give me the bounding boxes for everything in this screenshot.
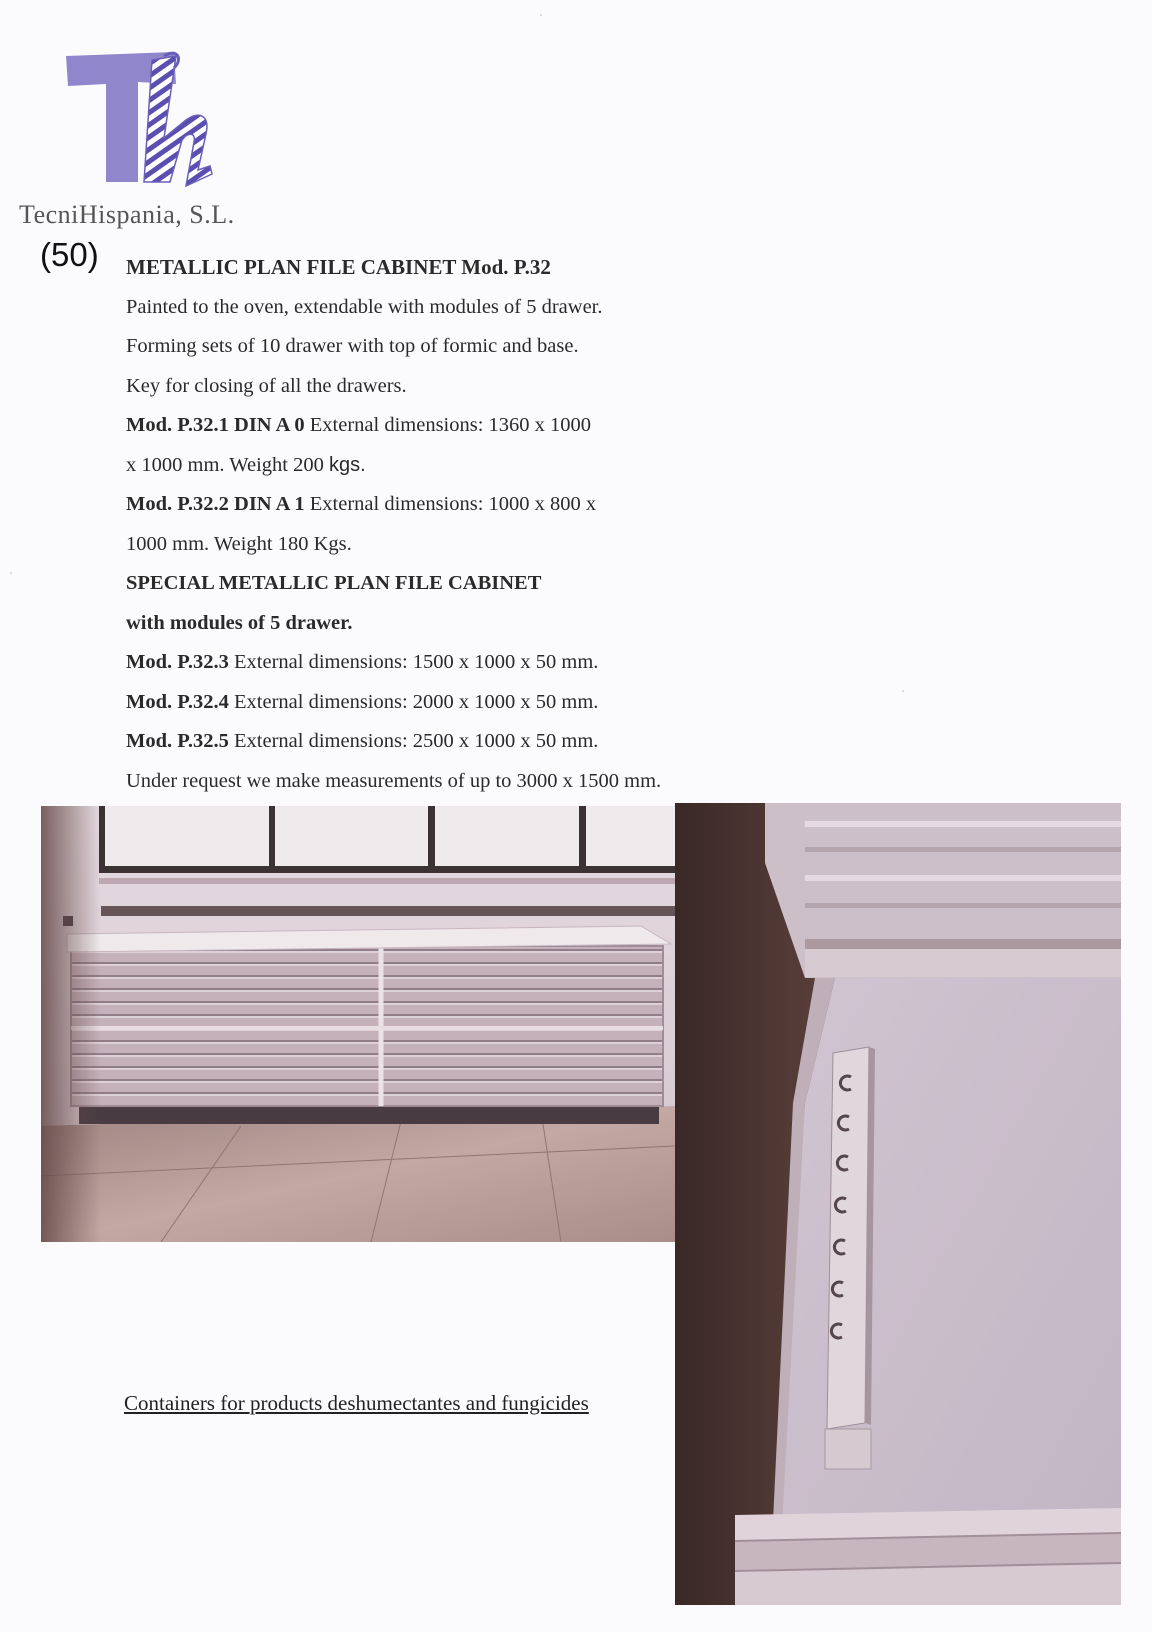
product-feature: Painted to the oven, extendable with modules of 5 drawer. (126, 295, 603, 318)
product-title: METALLIC PLAN FILE CABINET Mod. P.32 (126, 255, 551, 279)
model-spec (126, 406, 826, 446)
product-feature: Forming sets of 10 drawer with top of formic and base. (126, 335, 579, 357)
special-title: SPECIAL METALLIC PLAN FILE CABINET (126, 572, 542, 594)
page-number: (50) (40, 236, 99, 273)
model-code: Mod. P.32.4 (126, 690, 229, 713)
cabinet-photo (41, 806, 675, 1242)
scan-speck (540, 14, 542, 16)
special-subtitle: with modules of 5 drawer. (126, 611, 353, 634)
model-desc: External dimensions: 2500 x 1000 x 50 mm. (228, 730, 599, 752)
special-note: Under request we make measurements of up to 3000 x 1500 mm. (126, 769, 662, 792)
model-code: Mod. P.32.3 (126, 651, 229, 673)
model-spec (126, 643, 826, 683)
company-name: TecniHispania, S.L. (19, 200, 235, 229)
company-logo (60, 50, 220, 200)
model-spec-cont (126, 446, 826, 486)
product-description (126, 248, 826, 801)
model-spec (126, 722, 826, 762)
model-desc: x 1000 mm. Weight 200 (126, 453, 329, 476)
model-spec-cont: 1000 mm. Weight 180 Kgs. (126, 532, 352, 555)
model-code: Mod. P.32.5 (126, 730, 229, 752)
weight-unit: kgs. (328, 453, 366, 476)
drawer-detail-photo (675, 803, 1121, 1605)
model-desc: External dimensions: 2000 x 1000 x 50 mm. (228, 690, 599, 713)
model-code: Mod. P.32.1 DIN A 0 (126, 414, 305, 436)
model-code: Mod. P.32.2 DIN A 1 (126, 493, 305, 515)
model-spec (126, 485, 826, 525)
model-desc: External dimensions: 1360 x 1000 (304, 414, 592, 436)
scan-speck (10, 572, 12, 574)
model-desc: External dimensions: 1000 x 800 x (304, 493, 597, 515)
model-desc: External dimensions: 1500 x 1000 x 50 mm. (228, 651, 599, 673)
product-feature: Key for closing of all the drawers. (126, 374, 407, 397)
scan-speck (902, 690, 904, 692)
photo-caption: Containers for products deshumectantes and fungicides (124, 1391, 589, 1415)
model-spec (126, 683, 826, 723)
